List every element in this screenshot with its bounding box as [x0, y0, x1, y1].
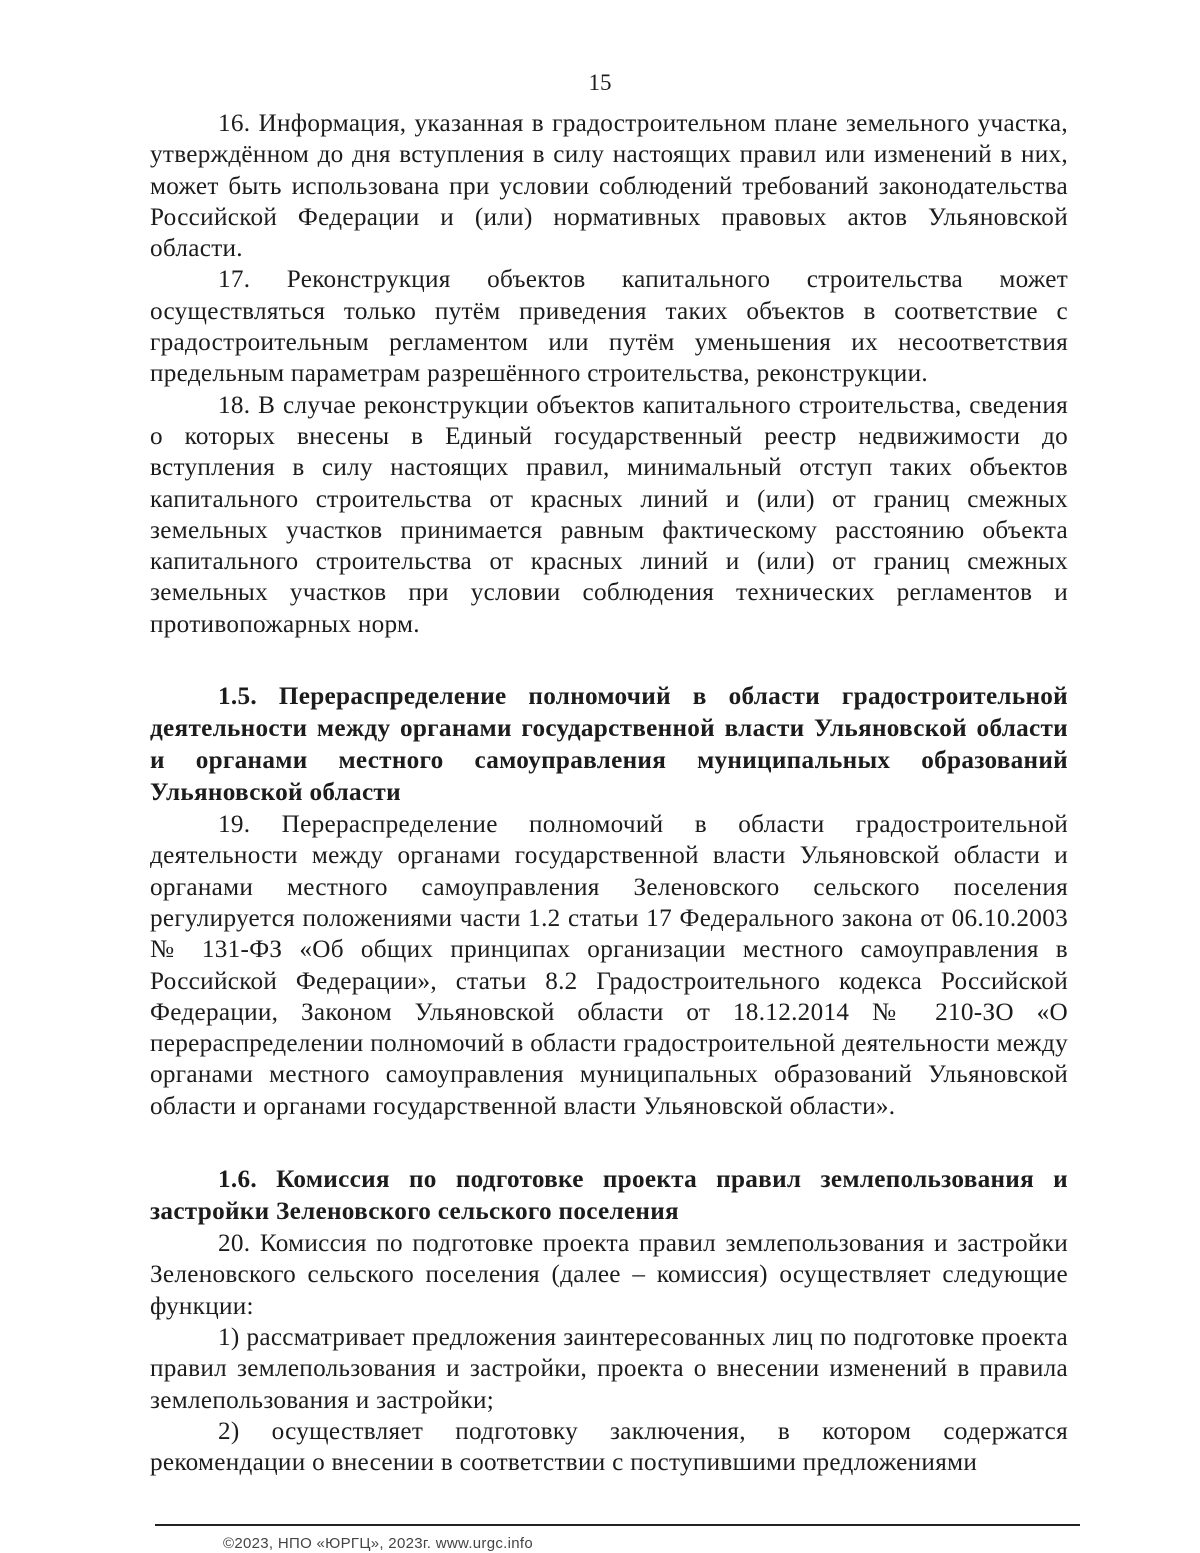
section-heading-1-5: 1.5. Перераспределение полномочий в области градостроительной деятельности между органами государственной власти Ульяновской области и органами местного самоуправления муниципальных образований Ульяновской области: [150, 683, 1068, 807]
paragraph-20: 20. Комиссия по подготовке проекта правил землепользования и застройки Зеленовского сельского поселения (далее – комиссия) осуществляет следующие функции:: [150, 1230, 1068, 1320]
footer-text: ©2023, НПО «ЮРГЦ», 2023г. www.urgc.info: [223, 1535, 534, 1552]
footer-divider: [155, 1524, 1080, 1526]
section-heading-1-6: 1.6. Комиссия по подготовке проекта правил землепользования и застройки Зеленовского сельского поселения: [150, 1166, 1068, 1226]
document-body: [150, 108, 1068, 1478]
list-item-2: 2) осуществляет подготовку заключения, в котором содержатся рекомендации о внесении в соответствии с поступившими предложениями: [150, 1417, 1068, 1477]
page-number: 15: [588, 70, 612, 95]
list-item-1: 1) рассматривает предложения заинтересованных лиц по подготовке проекта правил землепользования и застройки, проекта о внесении изменений в правила землепользования и застройки;: [150, 1323, 1068, 1414]
paragraph-17: 17. Реконструкция объектов капитального строительства может осуществляться только путём приведения таких объектов в соответствие с градостроительным регламентом или путём уменьшения их несоответствия предельным параметрам разрешённого строительства, реконструкции.: [150, 266, 1068, 388]
paragraph-18: 18. В случае реконструкции объектов капитального строительства, сведения о которых внесены в Единый государственный реестр недвижимости до вступления в силу настоящих правил, минимальный отступ таких объектов капитального строительства от красных линий и (или) от границ смежных земельных участков принимается равным фактическому расстоянию объекта капитального строительства от красных линий и (или) от границ смежных земельных участков при условии соблюдения технических регламентов и противопожарных норм.: [150, 391, 1068, 638]
paragraph-16: 16. Информация, указанная в градостроительном плане земельного участка, утверждённом до дня вступления в силу настоящих правил или изменений в них, может быть использована при условии соблюдений требований законодательства Российской Федерации и (или) нормативных правовых актов Ульяновской области.: [150, 110, 1068, 263]
paragraph-19: 19. Перераспределение полномочий в области градостроительной деятельности между органами государственной власти Ульяновской области и органами местного самоуправления Зеленовского сельского поселения регулируется положениями части 1.2 статьи 17 Федерального закона от 06.10.2003 № 131-ФЗ «Об общих принципах организации местного самоуправления в Российской Федерации», статьи 8.2 Градостроительного кодекса Российской Федерации, Законом Ульяновской области от 18.12.2014 № 210-ЗО «О перераспределении полномочий в области градостроительной деятельности между органами местного самоуправления муниципальных образований Ульяновской области и органами государственной власти Ульяновской области».: [150, 811, 1068, 1120]
